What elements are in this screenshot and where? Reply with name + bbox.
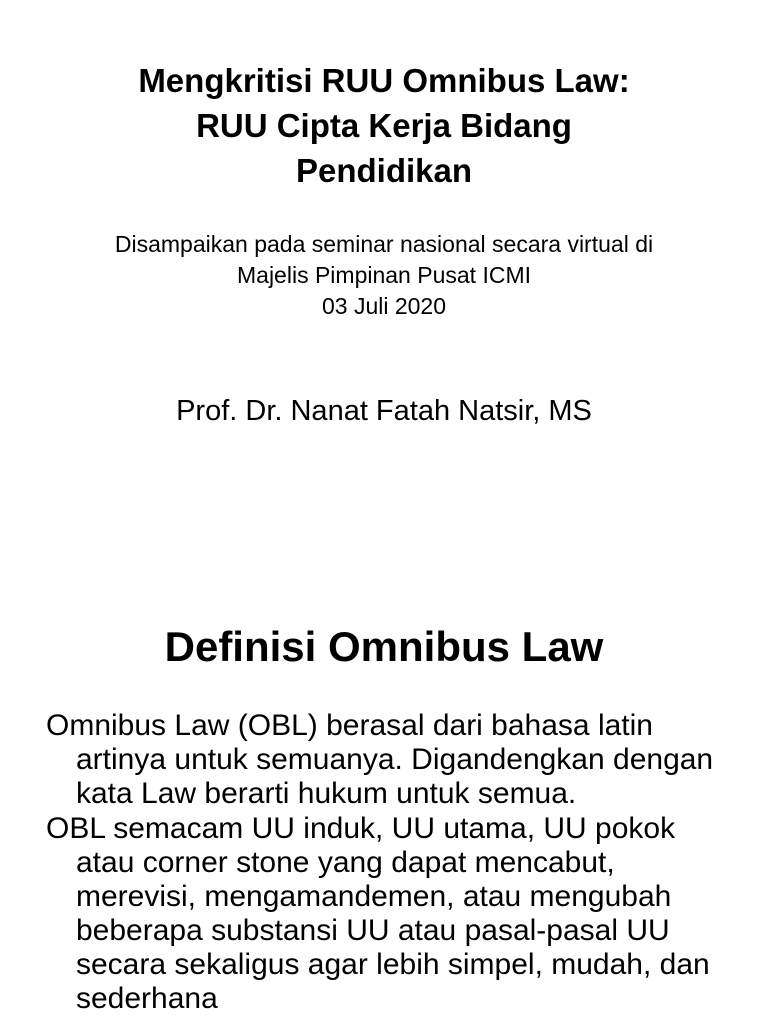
- definition-heading: Definisi Omnibus Law: [164, 623, 604, 670]
- slide-title-line-2: RUU Cipta Kerja Bidang: [196, 107, 572, 144]
- presenter-name: Prof. Dr. Nanat Fatah Natsir, MS: [176, 395, 592, 427]
- subtitle-date: 03 Juli 2020: [321, 293, 447, 319]
- slide-title-line-3: Pendidikan: [295, 152, 473, 189]
- definition-slide: [0, 576, 768, 1024]
- slide-title-line-1: Mengkritisi RUU Omnibus Law:: [138, 62, 630, 99]
- slide-subtitle: [0, 229, 768, 322]
- slide-title: [0, 58, 768, 193]
- subtitle-line-1: Disampaikan pada seminar nasional secara virtual di: [114, 231, 654, 257]
- definition-bullet-list: [0, 709, 768, 1017]
- definition-bullet-2: OBL semacam UU induk, UU utama, UU pokok atau corner stone yang dapat mencabut, merevisi, mengamandemen, atau mengubah beberapa substansi UU atau pasal-pasal UU secara sekaligus agar lebih simpel, mudah, dan sederhana: [46, 812, 710, 1015]
- definition-bullet-1: Omnibus Law (OBL) berasal dari bahasa latin artinya untuk semuanya. Digandengkan dengan kata Law berarti hukum untuk semua.: [46, 709, 714, 810]
- subtitle-line-2: Majelis Pimpinan Pusat ICMI: [237, 262, 531, 288]
